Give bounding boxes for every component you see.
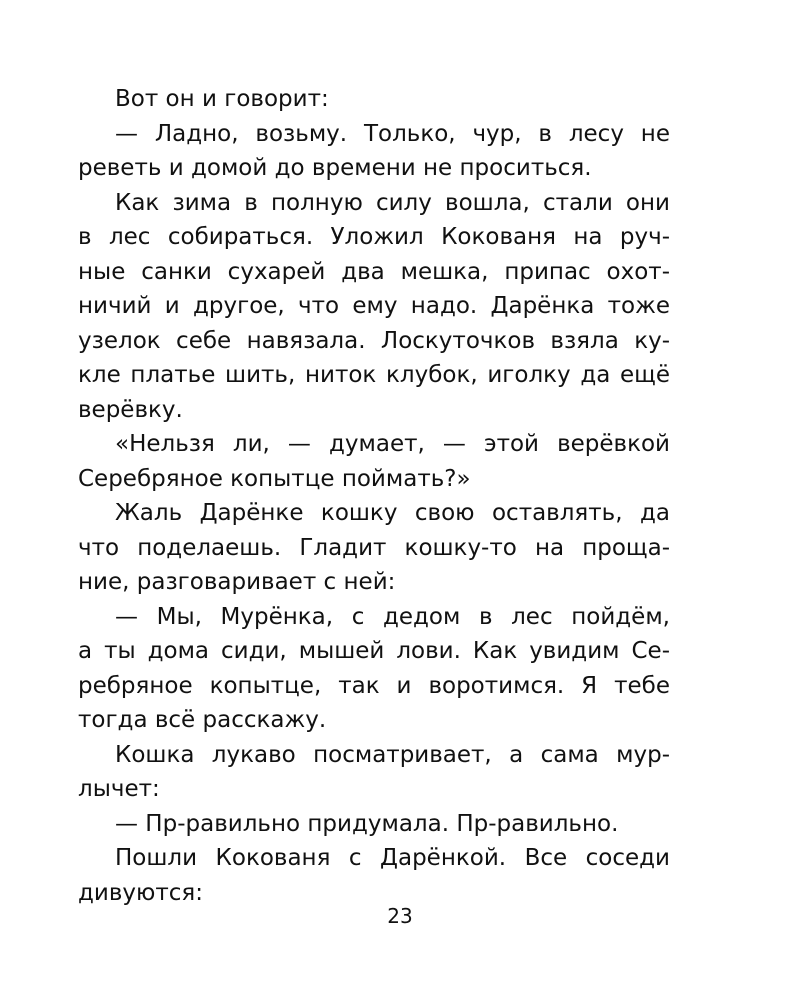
text-line: — Пр-равильно придумала. Пр-равильно. [115,810,619,837]
page-number: 23 [387,904,413,928]
text-line: Серебряное копытце поймать?» [78,465,471,492]
text-line: а ты дома сиди, мышей лови. Как увидим Се- [78,638,670,664]
text-line: в лес собираться. Уложил Кокованя на руч- [78,224,670,250]
text-line: ничий и другое, что ему надо. Дарёнка тоже [78,293,670,319]
text-line: — Ладно, возьму. Только, чур, в лесу не [115,120,670,147]
text-line: Вот он и говорит: [115,86,329,112]
text-line: кле платье шить, ниток клубок, иголку да ещё [78,362,670,388]
page-text [78,82,670,910]
text-line: реветь и домой до времени не проситься. [78,155,592,181]
text-line: дивуются: [78,879,204,906]
text-line: ребряное копытце, так и воротимся. Я тебе [78,672,670,699]
text-line: узелок себе навязала. Лоскуточков взяла ку- [78,327,670,354]
text-line: лычет: [78,776,160,802]
text-line: Кошка лукаво посматривает, а сама мур- [115,741,670,768]
text-line: ние, разговаривает с ней: [78,569,396,595]
text-line: «Нельзя ли, — думает, — этой верёвкой [115,431,670,457]
text-line: что поделаешь. Гладит кошку-то на проща- [78,534,670,561]
text-line: Как зима в полную силу вошла, стали они [115,189,670,216]
text-line: ные санки сухарей два мешка, припас охот- [78,258,670,285]
text-line: — Мы, Мурёнка, с дедом в лес пойдём, [115,603,670,630]
text-line: Пошли Кокованя с Дарёнкой. Все соседи [115,845,670,871]
text-line: Жаль Дарёнке кошку свою оставлять, да [115,500,670,526]
text-line: тогда всё расскажу. [78,707,327,733]
text-line: верёвку. [78,396,183,423]
